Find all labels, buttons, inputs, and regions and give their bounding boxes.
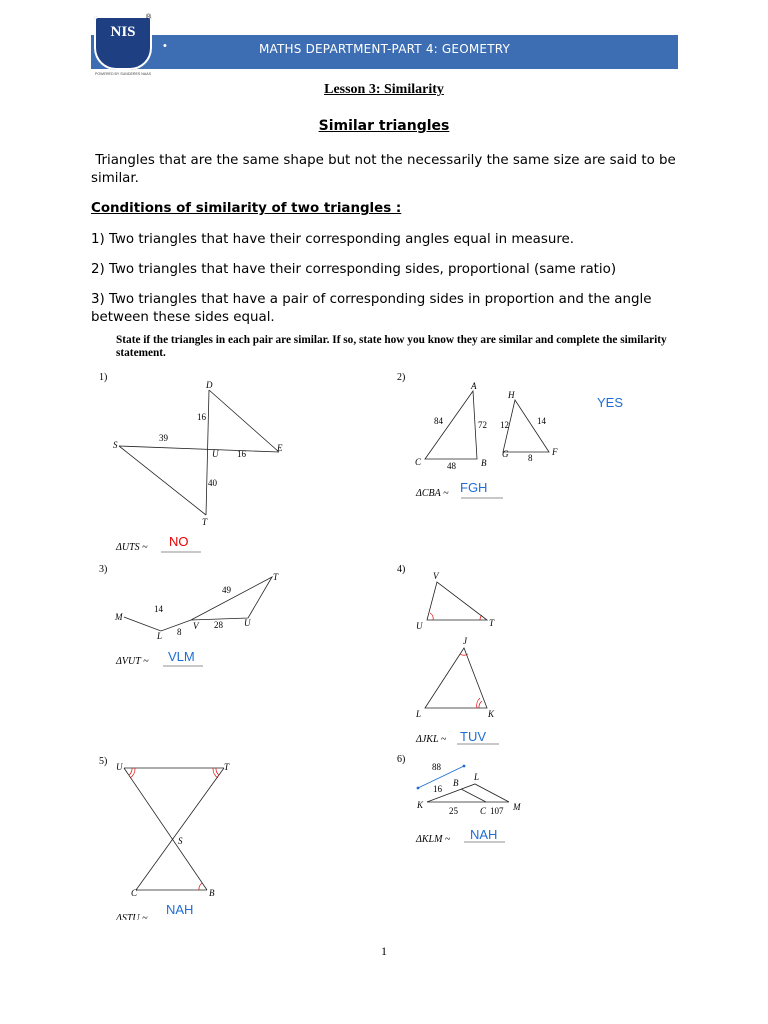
registered-mark: ® (146, 14, 152, 21)
side-label: 39 (159, 433, 168, 443)
vertex-label: T (273, 572, 279, 582)
similarity-statement: ΔVUT ~ (116, 656, 149, 667)
similarity-statement: ΔSTU ~ (116, 913, 148, 920)
problem-6-figure (397, 754, 521, 845)
lesson-title: Lesson 3: Similarity (324, 82, 444, 97)
department-title: MATHS DEPARTMENT-PART 4: GEOMETRY (258, 42, 511, 56)
condition-item-2: 2) Two triangles that have their corresponding sides, proportional (same ratio) (91, 262, 617, 277)
vertex-label: S (178, 836, 183, 846)
side-label: 8 (528, 453, 533, 463)
side-label: 25 (449, 806, 458, 816)
vertex-label: T (489, 618, 495, 628)
vertex-label: C (131, 888, 138, 898)
vertex-label: C (480, 806, 487, 816)
side-label: 48 (447, 461, 456, 471)
banner-bullet: • (163, 40, 167, 52)
vertex-label: K (488, 709, 495, 719)
side-label: 49 (222, 585, 231, 595)
side-label: 107 (490, 806, 504, 816)
problem-number: 3) (99, 564, 108, 575)
definition-text (91, 152, 691, 188)
definition-body: Triangles that are the same shape but not the necessarily the same size are said to be similar. (91, 153, 676, 186)
side-label: 40 (208, 478, 217, 488)
side-label: 16 (197, 412, 206, 422)
vertex-label: F (552, 447, 558, 457)
side-label: 12 (500, 420, 509, 430)
side-label: 28 (214, 620, 223, 630)
vertex-label: L (474, 772, 480, 782)
worksheet-instruction: State if the triangles in each pair are similar. If so, state how you know they are similar and complete the similarity statement. (116, 334, 667, 359)
vertex-label: J (463, 636, 467, 646)
vertex-label: D (206, 380, 213, 390)
vertex-label: B (209, 888, 215, 898)
vertex-label: G (502, 449, 509, 459)
vertex-label: L (157, 631, 163, 641)
answer-2-yes[interactable]: YES (597, 395, 624, 410)
side-label: 16 (433, 784, 442, 794)
vertex-label: T (224, 762, 230, 772)
vertex-label: U (116, 762, 123, 772)
vertex-label: U (212, 449, 219, 459)
condition-item-1: 1) Two triangles that have their corresponding angles equal in measure. (91, 232, 575, 247)
vertex-label: U (244, 618, 251, 628)
vertex-label: M (115, 612, 123, 622)
vertex-label: B (481, 458, 487, 468)
page-number: 1 (381, 944, 387, 958)
vertex-label: V (433, 571, 439, 581)
problem-number: 2) (397, 372, 406, 383)
side-label: 88 (432, 762, 441, 772)
answer-6[interactable]: NAH (470, 827, 498, 842)
side-label: 16 (237, 449, 246, 459)
similarity-statement: ΔKLM ~ (416, 834, 451, 845)
vertex-label: U (416, 621, 423, 631)
vertex-label: M (513, 802, 521, 812)
conditions-heading: Conditions of similarity of two triangles : (91, 201, 402, 216)
answer-2[interactable]: FGH (460, 480, 488, 495)
vertex-label: T (202, 517, 208, 527)
vertex-label: K (417, 800, 424, 810)
problem-number: 4) (397, 564, 406, 575)
problem-4-figure (397, 564, 499, 745)
vertex-label: H (508, 390, 515, 400)
problem-number: 5) (99, 756, 108, 767)
side-label: 72 (478, 420, 487, 430)
school-logo (94, 16, 152, 88)
logo-shield (94, 16, 152, 70)
problem-1-figure (99, 372, 283, 553)
answer-1[interactable]: NO (169, 534, 189, 549)
side-label: 8 (177, 627, 182, 637)
similarity-statement: ΔCBA ~ (416, 488, 449, 499)
logo-caption: POWERED BY SUNDERES NAAS (94, 72, 152, 76)
vertex-label: E (277, 443, 283, 453)
vertex-label: S (113, 440, 118, 450)
side-label: 84 (434, 416, 443, 426)
vertex-label: B (453, 778, 459, 788)
problem-5-figure (99, 756, 230, 920)
answer-4[interactable]: TUV (460, 729, 486, 744)
header-banner (91, 35, 678, 69)
side-label: 14 (154, 604, 163, 614)
answer-3[interactable]: VLM (168, 649, 195, 664)
vertex-label: V (193, 621, 199, 631)
similarity-statement: ΔUTS ~ (116, 542, 148, 553)
similarity-statement: ΔJKL ~ (416, 734, 447, 745)
problem-number: 1) (99, 372, 108, 383)
problem-number: 6) (397, 754, 406, 765)
vertex-label: A (471, 381, 477, 391)
vertex-label: L (416, 709, 422, 719)
vertex-label: C (415, 457, 422, 467)
side-label: 14 (537, 416, 546, 426)
condition-item-3: 3) Two triangles that have a pair of corresponding sides in proportion and the angle between these sides equal. (91, 292, 652, 325)
worksheet-figures (91, 330, 691, 920)
section-title: Similar triangles (318, 118, 450, 134)
worksheet (91, 330, 691, 920)
logo-text: NIS (110, 24, 136, 40)
answer-5[interactable]: NAH (166, 902, 194, 917)
